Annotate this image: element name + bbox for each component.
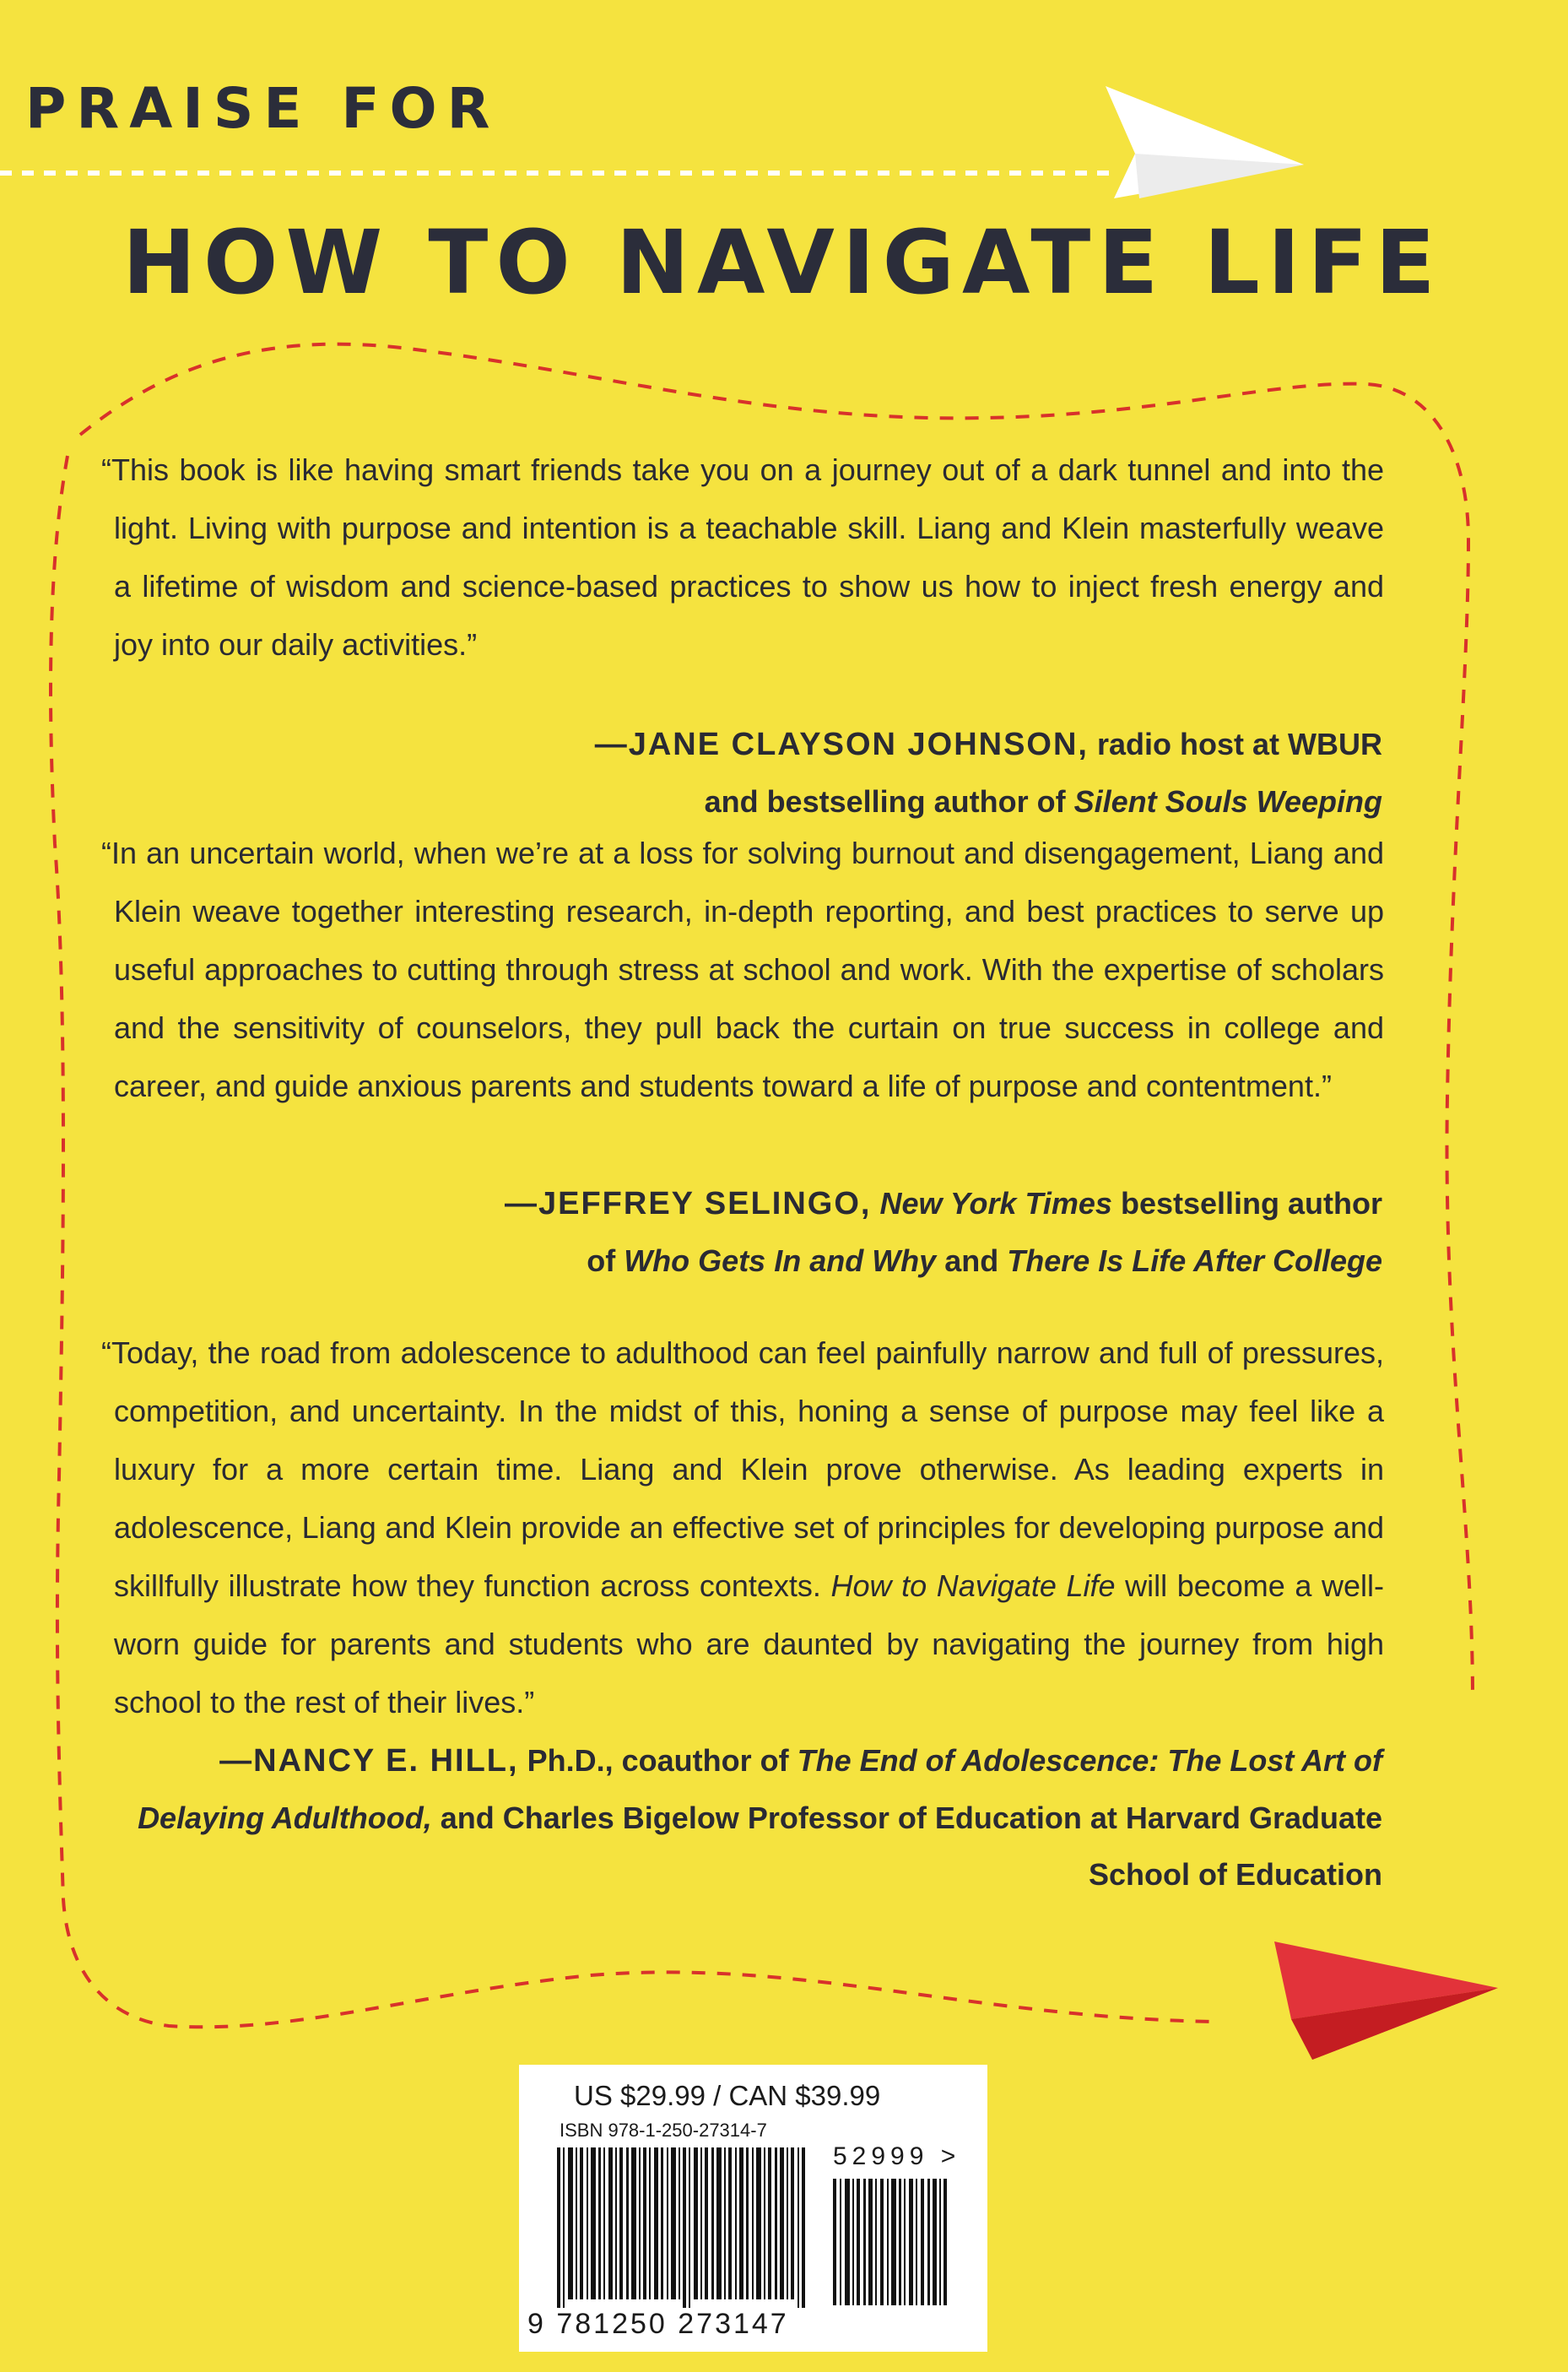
- quote-2-author: —JEFFREY SELINGO,: [504, 1186, 872, 1221]
- quote-1-author: —JANE CLAYSON JOHNSON,: [594, 727, 1089, 762]
- paper-plane-white-icon: [1106, 86, 1304, 198]
- quote-1-attribution: [116, 716, 1382, 830]
- book-title: HOW TO NAVIGATE LIFE: [122, 211, 1443, 314]
- quote-2-book-title-2: There Is Life After College: [1007, 1243, 1382, 1278]
- quote-1-text: “This book is like having smart friends take you on a journey out of a dark tunnel and into the light. Living with purpose and intention is a teachable skill. Liang and Klein masterfully weave a lifetime of wisdom and science-based practices to show us how to inject fresh energy and joy into our daily activities.”: [101, 452, 1384, 662]
- quote-3-role-continued: and Charles Bigelow Professor of Education at Harvard Graduate School of Education: [440, 1801, 1382, 1892]
- quote-2-publication: New York Times: [879, 1186, 1112, 1221]
- quote-1-book-title: Silent Souls Weeping: [1073, 784, 1382, 819]
- quote-3-role: coauthor of: [621, 1743, 789, 1778]
- quote-1-role-line1: radio host at WBUR: [1097, 727, 1382, 761]
- quote-2-text: “In an uncertain world, when we’re at a loss for solving burnout and disengagement, Liang and Klein weave together interesting research, in-depth reporting, and best practices to serve up useful approaches to cutting through stress at school and work. With the expertise of scholars and the sensitivity of counselors, they pull back the curtain on true success in college and career, and guide anxious parents and students toward a life of purpose and contentment.”: [101, 836, 1384, 1103]
- quote-3-author: —NANCY E. HILL,: [219, 1743, 519, 1779]
- paper-plane-red-icon: [1274, 1941, 1498, 2060]
- barcode-main-digits: 9 781250 273147: [527, 2308, 789, 2340]
- quote-2-and: and: [944, 1243, 999, 1278]
- quote-3-book-reference: How to Navigate Life: [830, 1568, 1116, 1603]
- barcode-extension-digits: 52999 >: [833, 2142, 961, 2170]
- quote-3-attribution: [116, 1732, 1382, 1903]
- quote-2-of: of: [587, 1243, 616, 1278]
- praise-label: PRAISE FOR: [25, 76, 500, 141]
- quote-3-degree: Ph.D.,: [527, 1743, 614, 1778]
- quote-3-text-part-1: “Today, the road from adolescence to adulthood can feel painfully narrow and full of pressures, competition, and uncertainty. In the midst of this, honing a sense of purpose may feel like a luxury for a more certain time. Liang and Klein prove otherwise. As leading experts in adolescence, Liang and Klein provide an effective set of principles for developing purpose and skillfully illustrate how they function across contexts.: [101, 1335, 1384, 1603]
- quote-3-text: [101, 1324, 1384, 1731]
- quote-3-book-title: The End of Adolescence: The Lost Art of Delaying Adulthood,: [138, 1743, 1382, 1835]
- barcode-label: [519, 2065, 987, 2352]
- price-text: US $29.99 / CAN $39.99: [574, 2080, 881, 2111]
- quote-2-attribution: [116, 1175, 1382, 1289]
- quote-1-role-line2: and bestselling author of: [704, 784, 1066, 819]
- isbn-text: ISBN 978-1-250-27314-7: [560, 2120, 767, 2141]
- quote-2-role: bestselling author: [1120, 1186, 1382, 1221]
- quote-3-text-part-2: will become a well-worn guide for parents and students who are daunted by navigating the journey from high school to the rest of their lives.”: [114, 1568, 1384, 1719]
- quote-2-book-title-1: Who Gets In and Why: [624, 1243, 937, 1278]
